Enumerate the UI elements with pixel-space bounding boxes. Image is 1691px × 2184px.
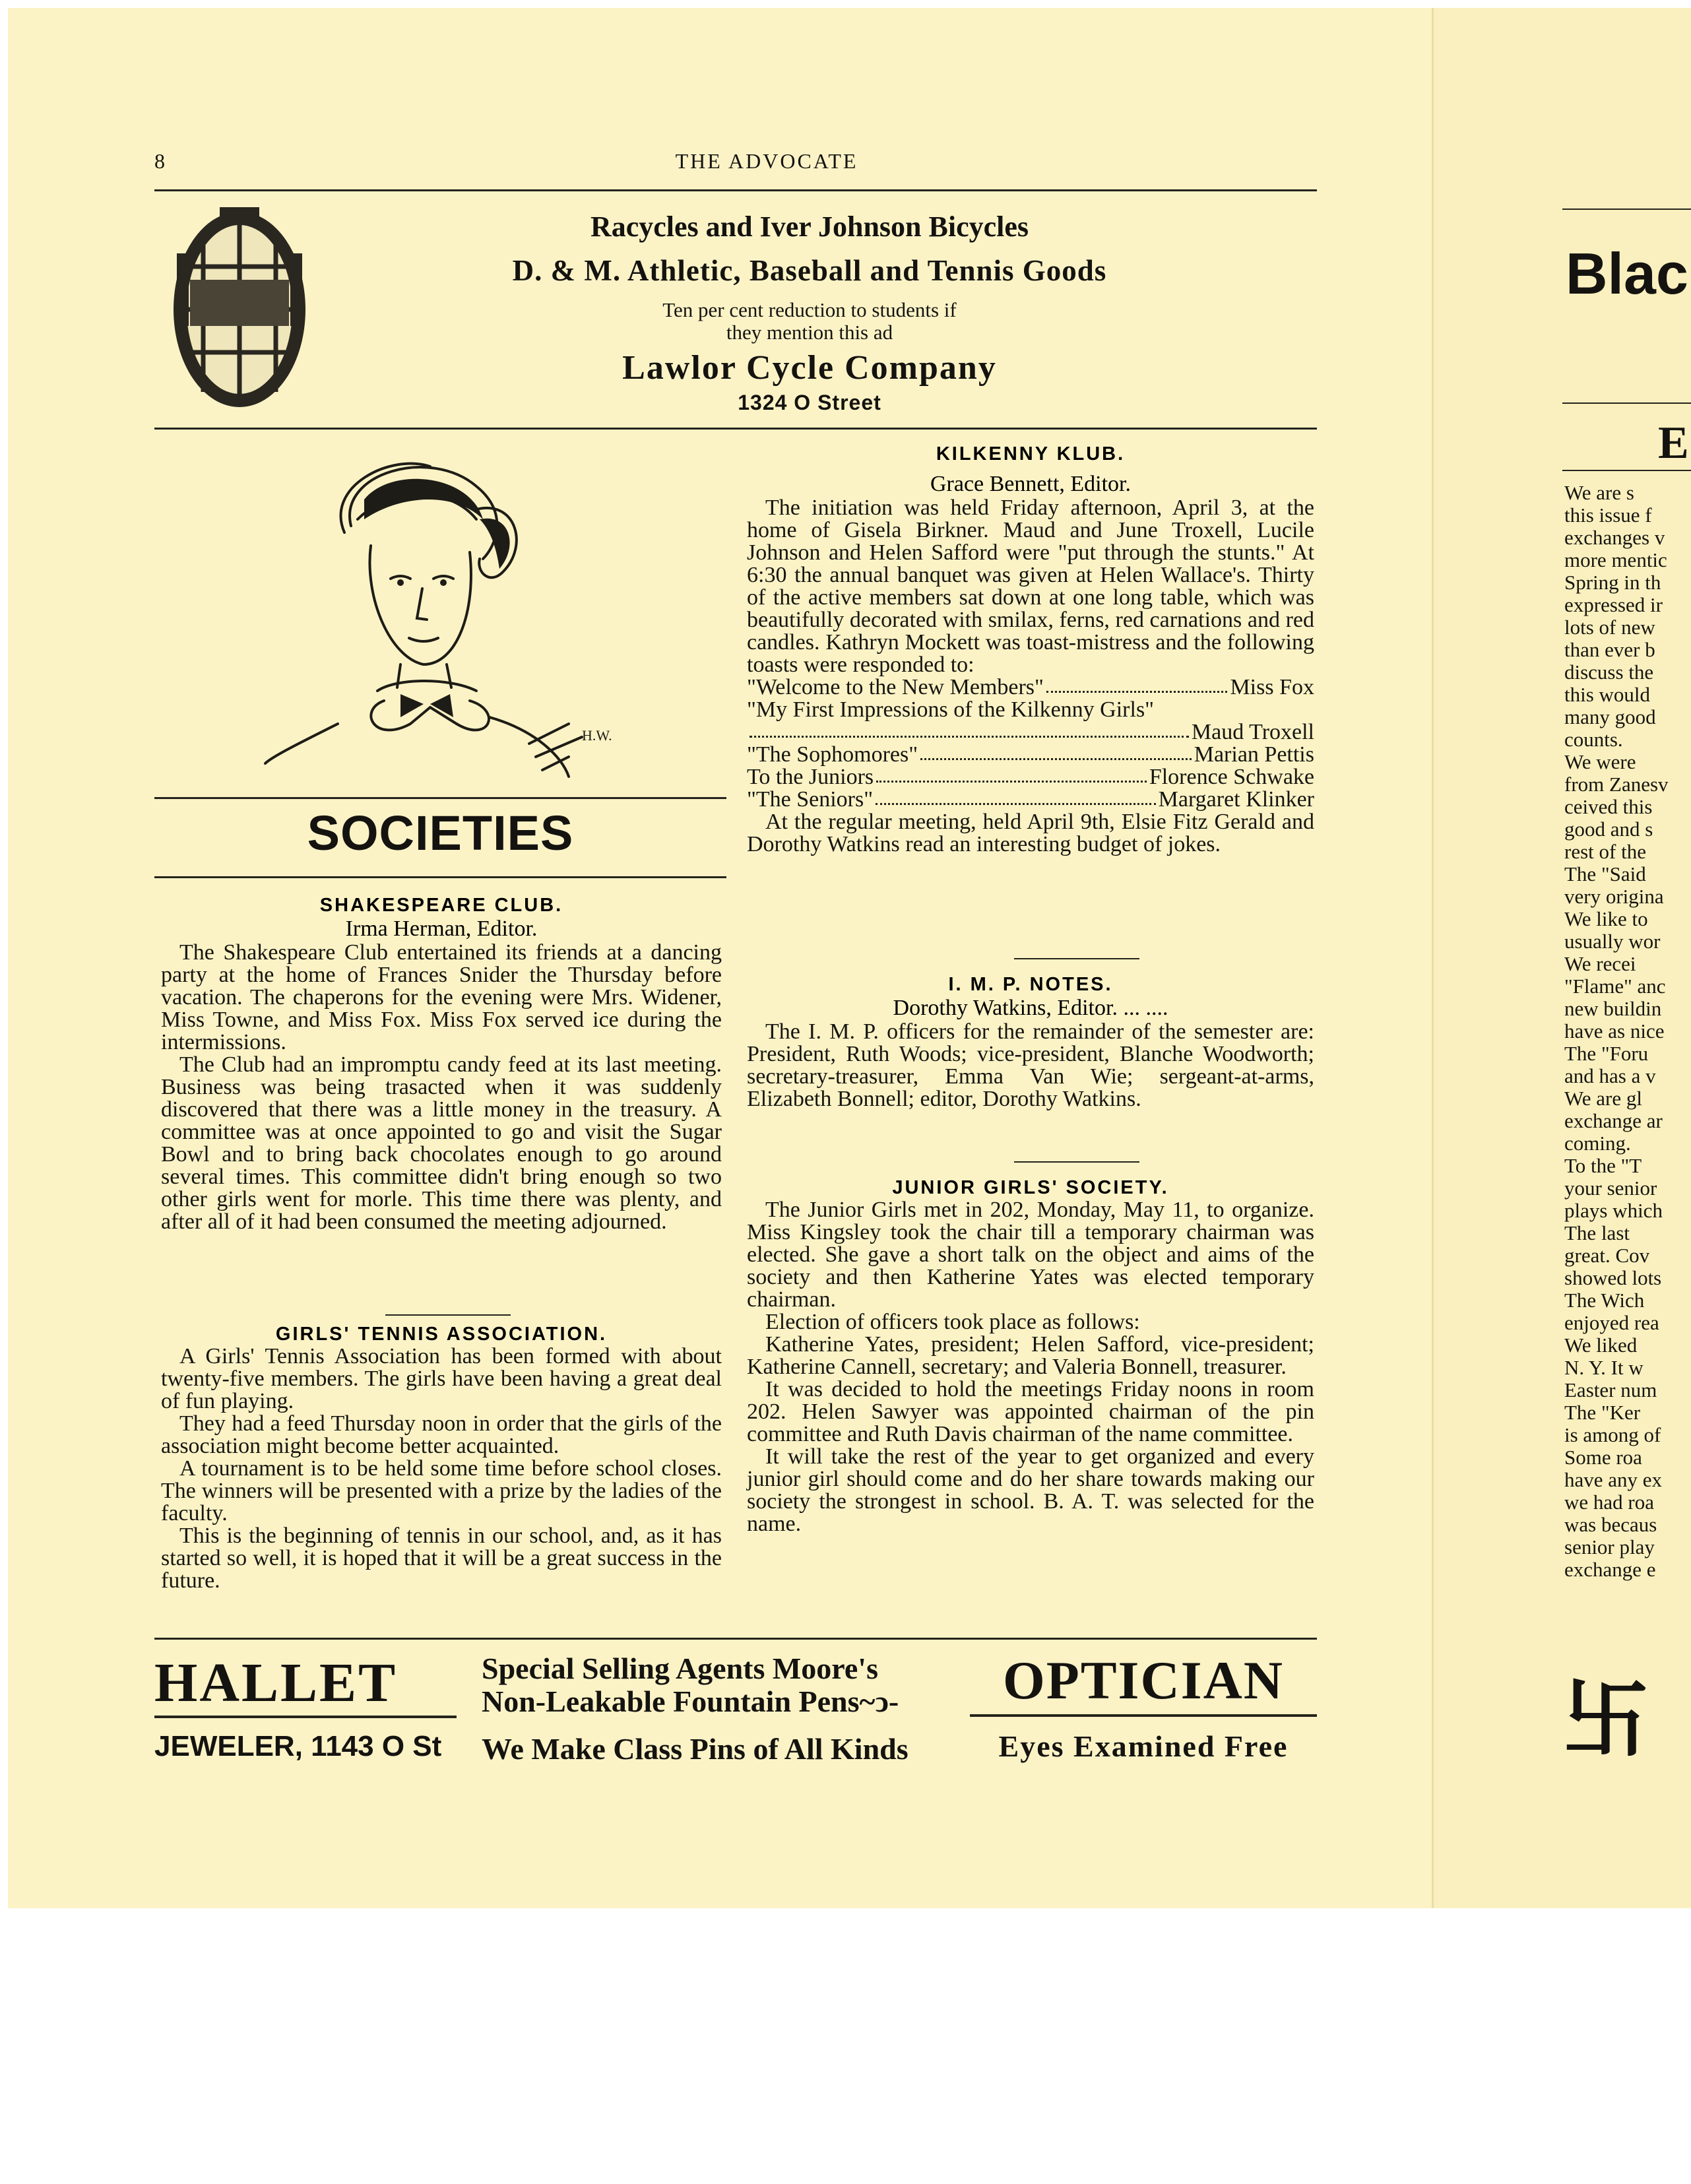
junior-girls-society-body <box>747 1199 1314 1535</box>
kilkenny-klub-title: KILKENNY KLUB. <box>936 443 1126 465</box>
adjacent-text-line: We are s <box>1564 482 1634 504</box>
paragraph: The Junior Girls met in 202, Monday, May 11, to organize. Miss Kingsley took the chair till a temporary chairman was elected. She gave a short talk on the object and aims of the society and then Katherine Yates was elected temporary chairman. <box>747 1198 1314 1312</box>
adjacent-title: Blac <box>1566 241 1688 306</box>
adjacent-text-line: have any ex <box>1564 1469 1663 1491</box>
shakespeare-club-body <box>161 942 722 1233</box>
imp-notes-title: I. M. P. NOTES. <box>948 974 1113 995</box>
header-rule <box>154 189 1317 191</box>
section-divider <box>1014 1161 1139 1163</box>
tennis-association-body <box>161 1345 722 1592</box>
adjacent-text-line: rest of the <box>1564 841 1646 863</box>
junior-girls-society-title: JUNIOR GIRLS' SOCIETY. <box>892 1177 1169 1198</box>
adjacent-text-line: We are gl <box>1564 1087 1642 1110</box>
ad-goods-line: D. & M. Athletic, Baseball and Tennis Goods <box>512 254 1107 287</box>
adjacent-text-line: your senior <box>1564 1177 1657 1200</box>
optician-underline <box>970 1714 1317 1717</box>
adjacent-text-line: new buildin <box>1564 998 1662 1020</box>
toast-item: Maud Troxell <box>747 721 1314 744</box>
adjacent-page <box>1432 8 1691 1908</box>
adjacent-text-line: expressed ir <box>1564 594 1663 616</box>
adjacent-text-line: showed lots <box>1564 1267 1662 1289</box>
adjacent-text-line: we had roa <box>1564 1491 1654 1514</box>
toast-item: "The Sophomores" Marian Pettis <box>747 742 1314 767</box>
adjacent-heading: E <box>1658 418 1689 468</box>
societies-rule-bottom <box>154 876 726 878</box>
eyes-examined-free: Eyes Examined Free <box>998 1729 1289 1763</box>
adjacent-text-line: lots of new <box>1564 616 1655 639</box>
paragraph: Katherine Yates, president; Helen Safford, vice-president; Katherine Cannell, secretary; and Valeria Bonnell, treasurer. <box>747 1332 1314 1379</box>
paragraph: It was decided to hold the meetings Friday noons in room 202. Helen Sawyer was appointed chairman of the pin committee and Ruth Davis chairman of the name committee. <box>747 1377 1314 1446</box>
adjacent-text-line: counts. <box>1564 728 1623 751</box>
adjacent-text-line: discuss the <box>1564 661 1654 684</box>
page-number: 8 <box>154 149 165 173</box>
swastika-emblem-icon: 卐 <box>1563 1669 1649 1770</box>
adjacent-text-line: more mentic <box>1564 549 1667 571</box>
paragraph: The Club had an impromptu candy feed at its last meeting. Business was being trasacted when it was suddenly discovered that there was a little money in the treasury. A committee was at once appointed to go and visit the Sugar Bowl and to bring back chocolates enough to go around several times. This committee didn't bring enough so two other girls went for morle. This time there was plenty, and after all of it had been consumed the meeting adjourned. <box>161 1052 722 1234</box>
adjacent-text-line: coming. <box>1564 1132 1631 1155</box>
kilkenny-klub-body <box>747 497 1314 856</box>
tennis-association-title: GIRLS' TENNIS ASSOCIATION. <box>275 1324 608 1345</box>
adjacent-text-line: is among of <box>1564 1424 1661 1446</box>
adjacent-text-line: Easter num <box>1564 1379 1657 1401</box>
hallet-jeweler-address: JEWELER, 1143 O St <box>154 1730 442 1762</box>
paragraph: The I. M. P. officers for the remainder of the semester are: President, Ruth Woods; vice-president, Blanche Woodworth; secretary-treasurer, Emma Van Wie; sergeant-at-arms, Elizabeth Bonnell; editor, Dorothy Watkins. <box>747 1019 1314 1111</box>
adjacent-text-line: was becaus <box>1564 1514 1657 1536</box>
adjacent-rule <box>1562 209 1691 210</box>
adjacent-text-line: than ever b <box>1564 639 1655 661</box>
fountain-pen-agents <box>482 1652 899 1718</box>
ad-bottom-rule <box>154 428 1317 430</box>
adjacent-text-line: Some roa <box>1564 1446 1642 1469</box>
toast-item: "Welcome to the New Members" Miss Fox <box>747 675 1314 699</box>
adjacent-text-line: Spring in th <box>1564 571 1661 594</box>
adjacent-text-line: We liked <box>1564 1334 1638 1357</box>
paragraph: They had a feed Thursday noon in order that the girls of the association might become better acquainted. <box>161 1411 722 1458</box>
adjacent-text-line: The "Said <box>1564 863 1646 885</box>
societies-rule-top <box>154 797 726 799</box>
adjacent-text-line: exchanges v <box>1564 527 1665 549</box>
pen-flourish-icon: ~ↄ- <box>859 1685 899 1718</box>
adjacent-text-line: We like to <box>1564 908 1648 930</box>
junior-girls-society-article <box>747 1177 1314 1535</box>
section-divider <box>385 1314 511 1316</box>
ad-address: 1324 O Street <box>738 391 881 414</box>
adjacent-text-line: The last <box>1564 1222 1630 1244</box>
paragraph: Election of officers took place as follows: <box>765 1310 1140 1334</box>
hallet-name: HALLET <box>154 1652 398 1714</box>
shakespeare-club-editor: Irma Herman, Editor. <box>345 916 538 941</box>
adjacent-text-line: and has a v <box>1564 1065 1656 1087</box>
adjacent-text-line: "Flame" anc <box>1564 975 1666 998</box>
shakespeare-club-title: SHAKESPEARE CLUB. <box>319 895 563 916</box>
portrait-signature: H.W. <box>582 727 612 744</box>
adjacent-text-line: this issue f <box>1564 504 1652 527</box>
adjacent-text-line: ceived this <box>1564 796 1653 818</box>
toast-item: "The Seniors" Margaret Klinker <box>747 787 1314 812</box>
hallet-underline <box>154 1716 457 1718</box>
adjacent-text-line: We were <box>1564 751 1636 773</box>
paragraph: A Girls' Tennis Association has been formed with about twenty-five members. The girls have been having a great deal of fun playing. <box>161 1344 722 1413</box>
pen-line-2: Non-Leakable Fountain Pens~ↄ- <box>482 1685 899 1718</box>
adjacent-text-line: from Zanesv <box>1564 773 1669 796</box>
imp-notes-article <box>747 974 1314 1110</box>
paragraph: The Shakespeare Club entertained its friends at a dancing party at the home of Frances Snider the Thursday before vacation. The chaperons for the evening were Mrs. Widener, Miss Towne, and Miss Fox. Miss Fox served ice during the intermissions. <box>161 940 722 1054</box>
adjacent-text-line: The "Foru <box>1564 1043 1649 1065</box>
adjacent-rule <box>1562 470 1691 471</box>
pen-line-1: Special Selling Agents Moore's <box>482 1652 878 1685</box>
adjacent-rule <box>1562 402 1691 404</box>
ad-discount-line-2: they mention this ad <box>726 321 893 344</box>
adjacent-text-line: We recei <box>1564 953 1636 975</box>
catcher-mask-illustration <box>164 201 315 415</box>
adjacent-text-line: many good <box>1564 706 1656 728</box>
class-pins-line: We Make Class Pins of All Kinds <box>482 1732 909 1766</box>
tennis-association-article <box>161 1324 722 1592</box>
adjacent-text-line: enjoyed rea <box>1564 1312 1659 1334</box>
shakespeare-club-article <box>161 895 722 1233</box>
adjacent-text-line: this would <box>1564 684 1651 706</box>
toast-item: "My First Impressions of the Kilkenny Girls" <box>747 697 1155 722</box>
adjacent-text-line: senior play <box>1564 1536 1655 1558</box>
toast-item: To the Juniors Florence Schwake <box>747 765 1314 789</box>
adjacent-text-line: The Wich <box>1564 1289 1645 1312</box>
adjacent-text-line: exchange e <box>1564 1558 1656 1581</box>
adjacent-text-line: usually wor <box>1564 930 1661 953</box>
paragraph: At the regular meeting, held April 9th, Elsie Fitz Gerald and Dorothy Watkins read an interesting budget of jokes. <box>747 810 1314 856</box>
adjacent-exchange-column <box>1564 482 1690 1581</box>
magazine-page <box>8 8 1440 1908</box>
imp-notes-body <box>747 1021 1314 1110</box>
footer-ad-rule-top <box>154 1638 1317 1640</box>
kilkenny-klub-editor: Grace Bennett, Editor. <box>930 472 1131 496</box>
imp-notes-editor: Dorothy Watkins, Editor. ... .... <box>893 996 1168 1020</box>
adjacent-text-line: N. Y. It w <box>1564 1357 1643 1379</box>
paragraph: A tournament is to be held some time before school closes. The winners will be presented with a prize by the ladies of the faculty. <box>161 1456 722 1526</box>
kilkenny-klub-article <box>747 443 1314 856</box>
adjacent-text-line: To the "T <box>1564 1155 1642 1177</box>
adjacent-text-line: The "Ker <box>1564 1401 1641 1424</box>
section-divider <box>1014 958 1139 959</box>
paragraph: This is the beginning of tennis in our school, and, as it has started so well, it is hoped that it will be a great success in the future. <box>161 1524 722 1593</box>
optician-heading: OPTICIAN <box>1002 1650 1285 1710</box>
woman-portrait-sketch <box>259 447 628 790</box>
adjacent-text-line: plays which <box>1564 1200 1663 1222</box>
societies-heading: SOCIETIES <box>307 806 574 860</box>
ad-company-name: Lawlor Cycle Company <box>622 349 997 387</box>
paragraph: It will take the rest of the year to get organized and every junior girl should come and do her share towards making our society the strongest in school. B. A. T. was selected for the name. <box>747 1444 1314 1536</box>
adjacent-text-line: good and s <box>1564 818 1653 841</box>
adjacent-text-line: have as nice <box>1564 1020 1665 1043</box>
running-title: THE ADVOCATE <box>675 149 858 173</box>
adjacent-text-line: very origina <box>1564 885 1664 908</box>
paragraph: The initiation was held Friday afternoon, April 3, at the home of Gisela Birkner. Maud and June Troxell, Lucile Johnson and Helen Safford were "put through the stunts." At 6:30 the annual banquet was given at Helen Wallace's. Thirty of the active members sat down at one long table, which was beautifully decorated with smilax, ferns, red carnations and red candles. Kathryn Mockett was toast-mistress and the following toasts were responded to: <box>747 496 1314 677</box>
ad-headline: Racycles and Iver Johnson Bicycles <box>590 210 1029 243</box>
adjacent-text-line: great. Cov <box>1564 1244 1650 1267</box>
ad-discount-line: Ten per cent reduction to students if <box>662 298 957 321</box>
adjacent-text-line: exchange ar <box>1564 1110 1663 1132</box>
